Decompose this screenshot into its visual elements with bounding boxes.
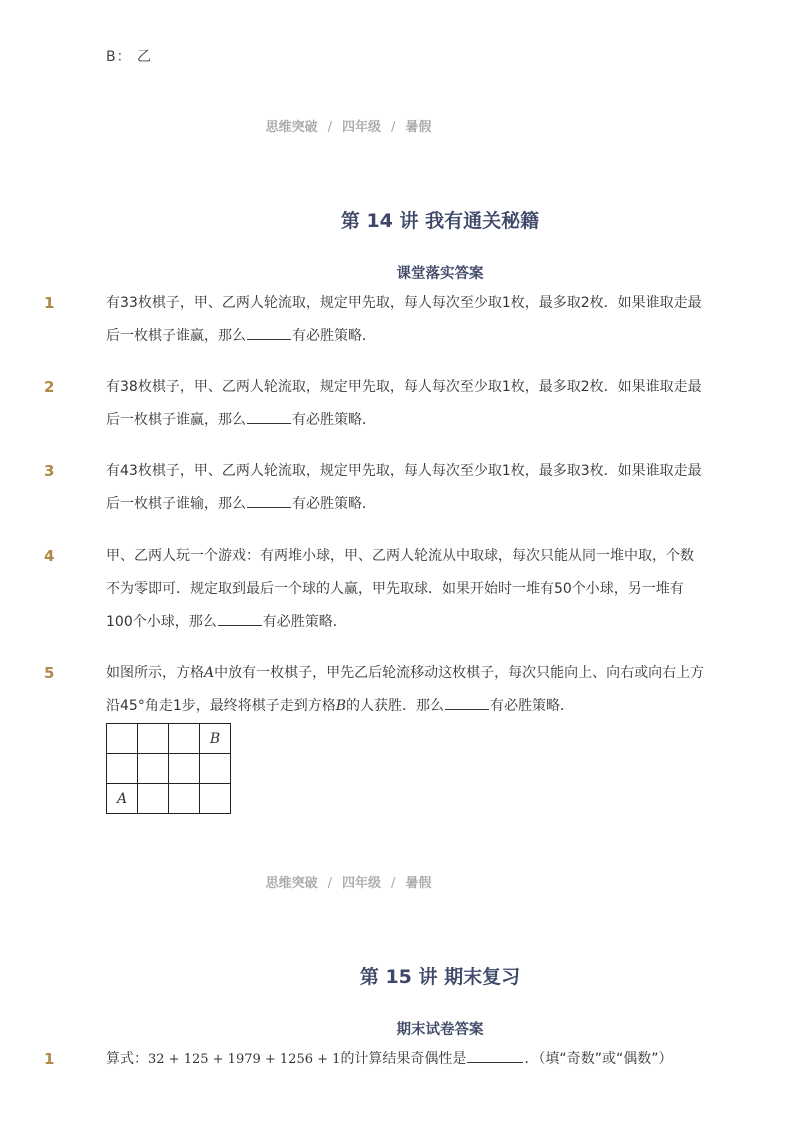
grid-row (107, 724, 231, 754)
question-text-segment: 有必胜策略． (292, 328, 376, 344)
question-text-segment: 有必胜策略． (262, 614, 347, 630)
breadcrumb-separator: / (391, 876, 396, 891)
breadcrumb-course: 思维突破 (265, 120, 318, 135)
grid-cell (107, 724, 138, 754)
grid-cell (200, 784, 231, 814)
lecture-15-section-title: 期末试卷答案 (396, 1022, 484, 1038)
grid-row (107, 784, 231, 814)
breadcrumb-term: 暑假 (405, 120, 432, 135)
question-text-segment: 有必胜策略． (292, 412, 376, 428)
question-2-text (106, 371, 722, 437)
question-line: 有33枚棋子，甲、乙两人轮流取，规定甲先取，每人每次至少取1枚，最多取2枚．如果谁取走最 (106, 295, 702, 311)
question-line (106, 404, 722, 437)
answer-blank (467, 1048, 523, 1063)
question-line (106, 690, 722, 723)
grid-cell-b: B (200, 724, 231, 754)
grid-cell (138, 754, 169, 784)
grid-cell (169, 784, 200, 814)
question-text-segment: 沿45°角走1步，最终将棋子走到方格 (106, 698, 336, 714)
question-text-segment: 后一枚棋子谁赢，那么 (106, 412, 246, 428)
question-text-segment: ．（填“奇数”或“偶数”） (524, 1051, 673, 1067)
question-text-segment: 中放有一枚棋子，甲先乙后轮流移动这枚棋子，每次只能向上、向右或向右上方 (214, 665, 705, 681)
question-text-segment: 后一枚棋子谁赢，那么 (106, 328, 246, 344)
grid-cell (169, 724, 200, 754)
answer-blank (445, 695, 489, 710)
question-text-segment: 100个小球，那么 (106, 614, 217, 630)
breadcrumb-separator: / (327, 120, 332, 135)
question-number: 1 (44, 1050, 55, 1068)
lecture-14-section-title: 课堂落实答案 (396, 266, 484, 282)
variable-a: A (204, 665, 215, 681)
question-line: 有38枚棋子，甲、乙两人轮流取，规定甲先取，每人每次至少取1枚，最多取2枚．如果谁取走最 (106, 379, 702, 395)
lecture-15-title: 第 15 讲 期末复习 (359, 966, 521, 988)
question-text-segment: 算式： (106, 1051, 148, 1067)
question-text-segment: 的计算结果奇偶性是 (340, 1051, 467, 1067)
question-text-segment: 的人获胜．那么 (346, 698, 445, 714)
math-expression: 32 + 125 + 1979 + 1256 + 1 (148, 1052, 341, 1067)
question-text-segment: 有必胜策略． (490, 698, 575, 714)
previous-answer: B： 乙 (106, 49, 153, 65)
answer-blank (247, 325, 291, 340)
question-text-segment: 如图所示，方格 (106, 665, 204, 681)
grid-cell (107, 754, 138, 784)
question-text-segment: 后一枚棋子谁输，那么 (106, 496, 246, 512)
question-line: 不为零即可．规定取到最后一个球的人赢，甲先取球．如果开始时一堆有50个小球，另一堆有 (106, 581, 684, 597)
breadcrumb (0, 872, 697, 891)
question-number: 4 (44, 547, 55, 565)
question-number: 5 (44, 664, 55, 682)
breadcrumb-grade: 四年级 (341, 876, 381, 891)
question-line (106, 606, 722, 639)
answer-blank (218, 611, 262, 626)
question-1-text (106, 287, 722, 353)
variable-b: B (335, 698, 347, 714)
grid-cell (200, 754, 231, 784)
question-line (106, 657, 722, 690)
question-number: 3 (44, 462, 55, 480)
grid-cell (138, 724, 169, 754)
grid-cell (169, 754, 200, 784)
question-line (106, 488, 722, 521)
question-3-text (106, 455, 722, 521)
breadcrumb-grade: 四年级 (341, 120, 381, 135)
question-line: 甲、乙两人玩一个游戏：有两堆小球，甲、乙两人轮流从中取球，每次只能从同一堆中取，个数 (106, 548, 694, 564)
grid-row (107, 754, 231, 784)
final-question-1-text (106, 1043, 766, 1076)
breadcrumb-term: 暑假 (405, 876, 432, 891)
grid-cell-a: A (107, 784, 138, 814)
question-line (106, 1043, 766, 1076)
grid-cell (138, 784, 169, 814)
answer-blank (247, 409, 291, 424)
question-line: 有43枚棋子，甲、乙两人轮流取，规定甲先取，每人每次至少取1枚，最多取3枚．如果谁取走最 (106, 463, 702, 479)
question-number: 1 (44, 294, 55, 312)
question-4-text (106, 540, 722, 639)
question-text-segment: 有必胜策略． (292, 496, 376, 512)
answer-blank (247, 493, 291, 508)
question-line (106, 320, 722, 353)
question-5-text (106, 657, 722, 723)
lecture-14-title: 第 14 讲 我有通关秘籍 (340, 210, 540, 232)
breadcrumb-separator: / (327, 876, 332, 891)
chessboard-grid (106, 723, 231, 814)
breadcrumb-course: 思维突破 (265, 876, 318, 891)
question-number: 2 (44, 378, 55, 396)
breadcrumb-separator: / (391, 120, 396, 135)
breadcrumb (0, 116, 697, 135)
